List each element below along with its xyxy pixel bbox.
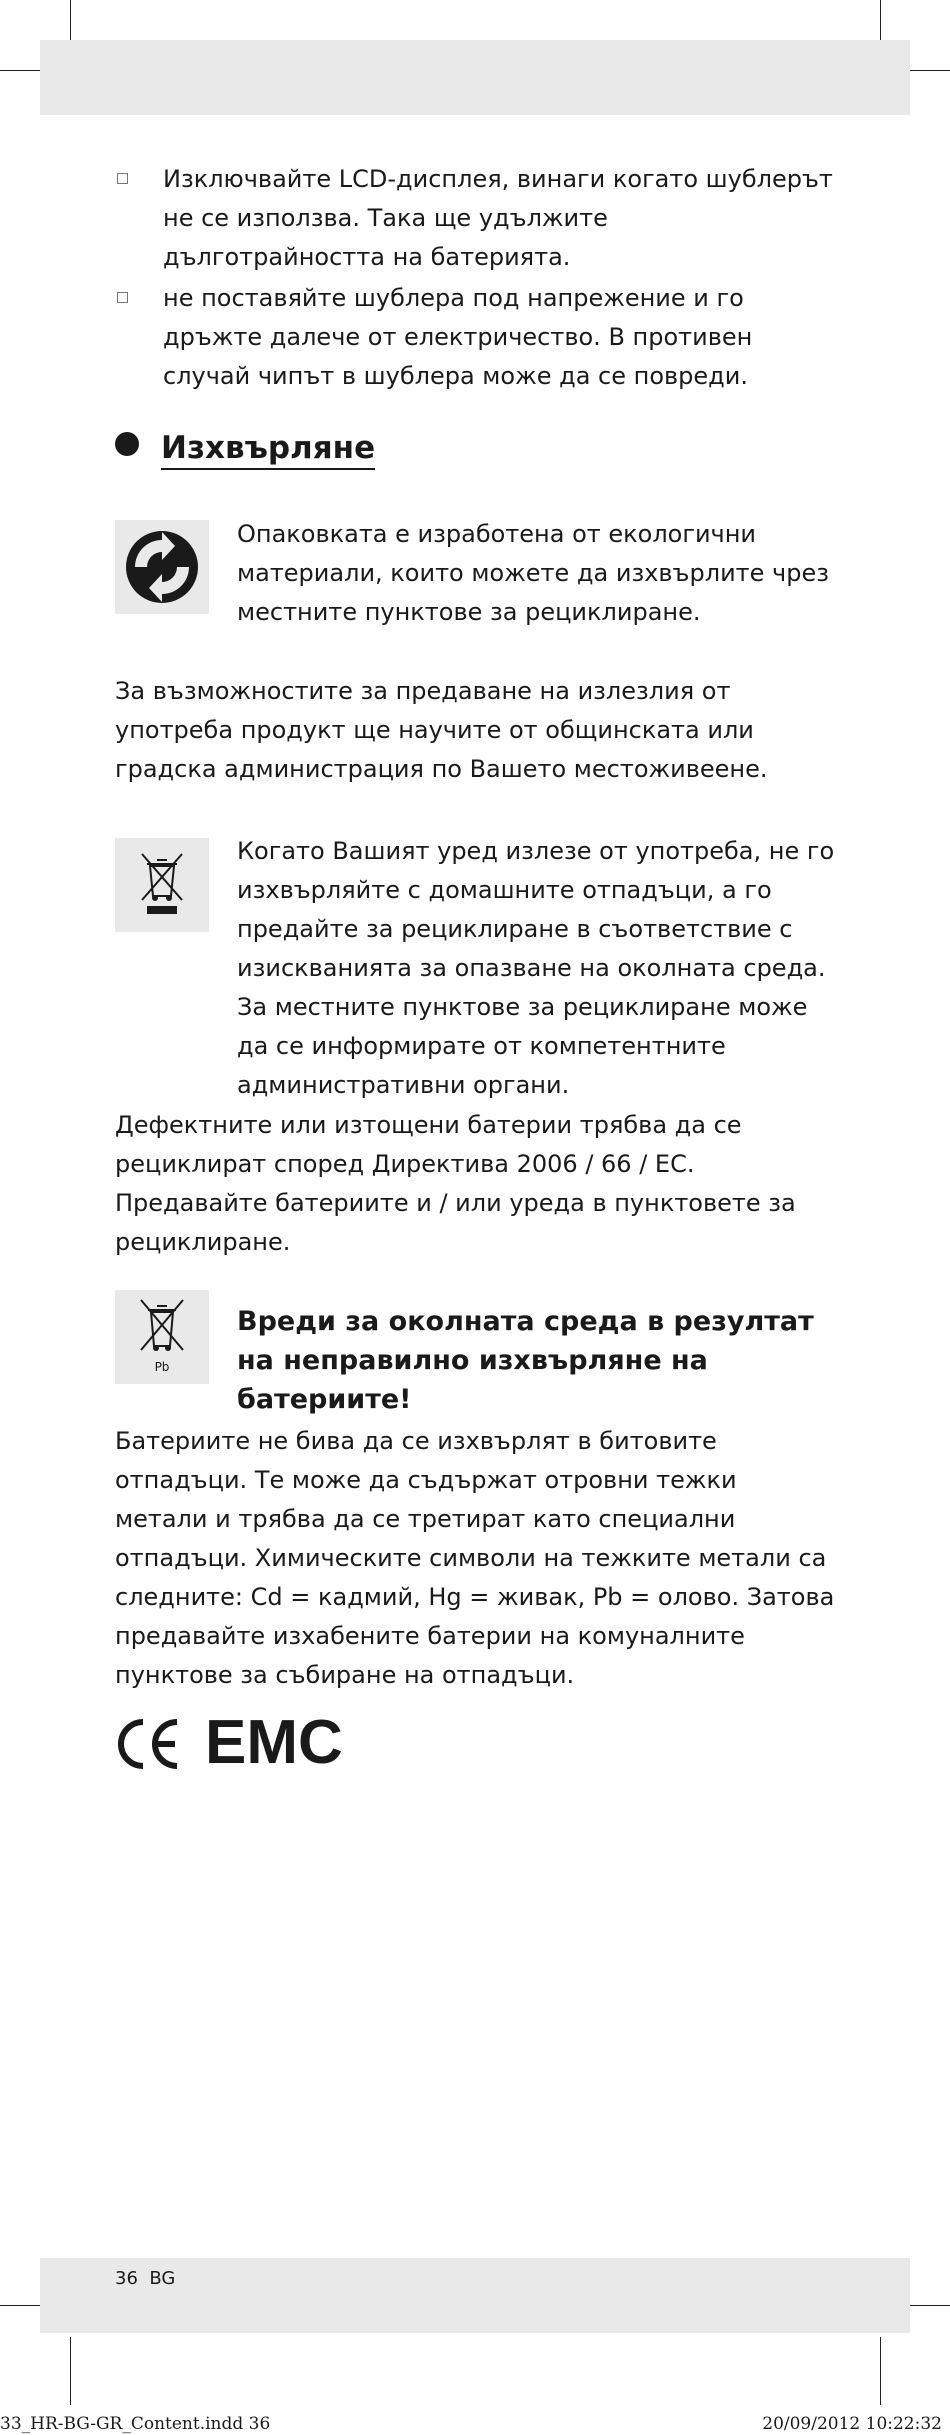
bullet-item: не поставяйте шублера под напрежение и го дръжте далече от електричество. В противен случай чипът в шублера може да се повреди. (115, 279, 835, 396)
slug-date: 20/09/2012 10:22:32 (762, 2414, 942, 2434)
section-title: Изхвърляне (161, 430, 375, 470)
section-heading (115, 430, 835, 470)
battery-directive-text: Дефектните или изтощени батерии трябва да се рециклират според Директива 2006 / 66 / EC. Предавайте батериите и / или уреда в пунктовете за рециклиране. (115, 1111, 796, 1256)
battery-warning-title: Вреди за околната среда в резултат на неправилно изхвърляне на батериите! (237, 1306, 814, 1415)
pb-label: Pb (154, 1360, 170, 1374)
page-lang: BG (149, 2268, 176, 2289)
checkbox-icon (117, 173, 128, 184)
ce-emc-mark (115, 1708, 835, 1778)
page-footer (115, 2268, 175, 2289)
emc-label: EMC (205, 1708, 343, 1777)
bullet-list (115, 160, 835, 396)
page-number: 36 (115, 2268, 138, 2289)
green-dot-icon (115, 520, 209, 614)
checkbox-icon (117, 292, 128, 303)
slug-file: 33_HR-BG-GR_Content.indd 36 (0, 2414, 271, 2434)
bullet-dot-icon (115, 432, 139, 456)
device-disposal-text: Когато Вашият уред излезе от употреба, не го изхвърляйте с домашните отпадъци, а го предайте за рециклиране в съответствие с изискванията за опазване на околната среда. За местните пунктове за рециклиране може да се информирате от компетентните административни органи. (237, 837, 835, 1099)
ce-mark-icon (115, 1714, 185, 1774)
bullet-item: Изключвайте LCD-дисплея, винаги когато шублерът не се използва. Така ще удължите дълготрайността на батерията. (115, 160, 835, 277)
battery-disposal-text: Батериите не бива да се изхвърлят в битовите отпадъци. Те може да съдържат отровни тежки метали и трябва да се третират като специални отпадъци. Химическите символи на тежките метали са следните: Cd = кадмий, Hg = живак, Pb = олово. Затова предавайте изхабените батерии на комуналните пунктове за събиране на отпадъци. (115, 1427, 835, 1689)
header-band (40, 40, 910, 115)
packaging-text: Опаковката е изработена от екологични материали, които можете да изхвърлите чрез местните пунктове за рециклиране. (237, 520, 829, 626)
crop-mark (880, 2337, 881, 2405)
crossed-bin-pb-icon (115, 1290, 209, 1384)
crop-mark (70, 2337, 71, 2405)
crossed-bin-icon (115, 838, 209, 932)
disposal-info: За възможностите за предаване на излезлия от употреба продукт ще научите от общинската или градска администрация по Вашето местоживеене. (115, 677, 768, 783)
